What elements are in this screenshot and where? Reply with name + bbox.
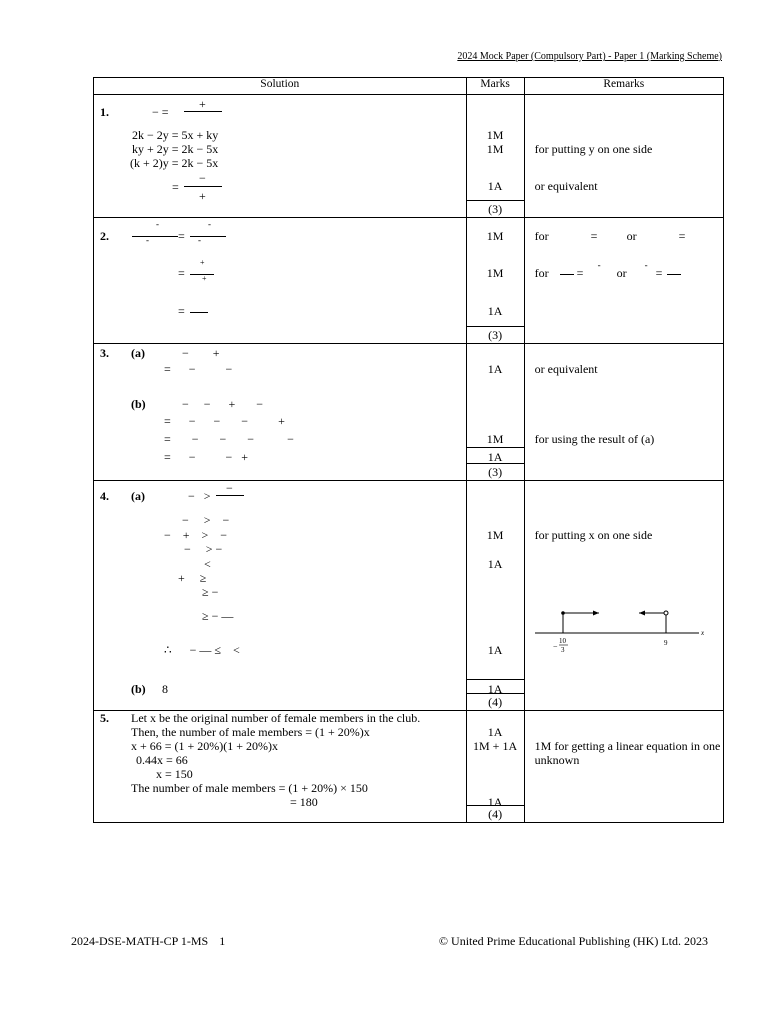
remark: 1M for getting a linear equation in one unknown bbox=[534, 739, 721, 767]
remark: or equivalent bbox=[534, 179, 598, 193]
footer-left: 2024-DSE-MATH-CP 1-MS bbox=[71, 934, 209, 948]
total-marks: (4) bbox=[467, 805, 524, 822]
question-number: 1. bbox=[100, 105, 109, 119]
remarks-cell bbox=[524, 711, 723, 823]
part-label: (a) bbox=[131, 489, 145, 503]
fraction-bar bbox=[184, 186, 222, 187]
question-row-2 bbox=[94, 218, 724, 344]
equation-line: = − − + bbox=[164, 450, 249, 464]
mark: 1M bbox=[486, 128, 504, 142]
solution-line: Then, the number of male members = (1 + 20%)x bbox=[131, 725, 370, 739]
fraction-bar bbox=[184, 111, 222, 112]
equals-sign: = bbox=[178, 266, 185, 280]
mark: 1A bbox=[487, 304, 503, 318]
remarks-cell bbox=[524, 344, 723, 481]
equation-line: ∴ − — ≤ < bbox=[164, 643, 240, 657]
solution-cell bbox=[94, 218, 467, 344]
question-number: 5. bbox=[100, 711, 109, 725]
tick-label-den: 3 bbox=[560, 646, 565, 654]
total-marks: (3) bbox=[467, 463, 524, 480]
fraction-bar bbox=[132, 236, 178, 237]
equation-line: ky + 2y = 2k − 5x bbox=[132, 142, 219, 156]
remarks-cell bbox=[524, 95, 723, 218]
equation-line: − > bbox=[188, 489, 211, 503]
arrow-left-head bbox=[639, 611, 645, 616]
fraction-numerator: − bbox=[199, 171, 206, 185]
total-marks: (3) bbox=[467, 326, 524, 343]
equation-line: = bbox=[172, 180, 179, 194]
mark-underline bbox=[467, 679, 524, 680]
fraction-bar bbox=[190, 236, 226, 237]
equals-sign: = bbox=[178, 229, 185, 243]
mark: 1M bbox=[486, 229, 504, 243]
mark: 1A bbox=[487, 682, 503, 696]
mark: 1M bbox=[486, 142, 504, 156]
equation-line: − + bbox=[182, 346, 220, 360]
equation-line: 2k − 2y = 5x + ky bbox=[132, 128, 219, 142]
mark: 1A bbox=[487, 557, 503, 571]
mark: 1A bbox=[487, 362, 503, 376]
footer-code bbox=[71, 934, 225, 949]
solution-cell bbox=[94, 344, 467, 481]
equation-line: − = bbox=[152, 105, 169, 119]
remark: for using the result of (a) bbox=[534, 432, 655, 446]
equation-line: + ≥ bbox=[178, 571, 207, 585]
solution-line: x + 66 = (1 + 20%)(1 + 20%)x bbox=[131, 739, 279, 753]
remark: or equivalent bbox=[534, 362, 598, 376]
mark: 1A bbox=[487, 643, 503, 657]
solution-line: x = 150 bbox=[156, 767, 193, 781]
mark: 1A bbox=[487, 725, 503, 739]
page-number: 1 bbox=[219, 934, 226, 948]
marking-scheme-table bbox=[93, 77, 724, 823]
question-row-4 bbox=[94, 481, 724, 711]
remark-equals: = bbox=[678, 229, 686, 243]
remark: for putting y on one side bbox=[534, 142, 653, 156]
solution-cell bbox=[94, 481, 467, 711]
fraction-numerator: − bbox=[226, 481, 233, 495]
mark: 1M bbox=[486, 432, 504, 446]
mark: 1A bbox=[487, 450, 503, 464]
remark-equals: = bbox=[576, 266, 584, 280]
fraction-fragment: - bbox=[208, 219, 211, 229]
question-number: 3. bbox=[100, 346, 109, 360]
open-dot bbox=[664, 611, 668, 615]
equation-line: ≥ − bbox=[202, 585, 219, 599]
equation-line: − + > − bbox=[164, 528, 228, 542]
remarks-column-header: Remarks bbox=[524, 78, 723, 95]
remark: for putting x on one side bbox=[534, 528, 653, 542]
marks-column-header: Marks bbox=[466, 78, 524, 95]
fraction-fragment: + bbox=[200, 258, 205, 267]
question-row-1 bbox=[94, 95, 724, 218]
marks-cell bbox=[466, 95, 524, 218]
fraction-bar bbox=[667, 274, 681, 275]
page-header: 2024 Mock Paper (Compulsory Part) - Paper 1 (Marking Scheme) bbox=[457, 51, 722, 62]
remark-equals: = bbox=[655, 266, 663, 280]
solution-line: The number of male members = (1 + 20%) × 150 bbox=[131, 781, 368, 795]
equation-line: = − − − + bbox=[164, 414, 285, 428]
solution-column-header: Solution bbox=[94, 78, 467, 95]
marks-cell bbox=[466, 711, 524, 823]
fraction-bar bbox=[216, 495, 244, 496]
question-number: 2. bbox=[100, 229, 109, 243]
mark: 1A bbox=[487, 795, 503, 809]
mark: 1M bbox=[486, 528, 504, 542]
equation-line: = − − − − bbox=[164, 432, 294, 446]
solution-line: Let x be the original number of female members in the club. bbox=[131, 711, 421, 725]
fraction-denominator: + bbox=[199, 189, 206, 203]
part-label: (b) bbox=[131, 397, 146, 411]
remarks-cell bbox=[524, 481, 723, 711]
equation-line: − > − bbox=[182, 513, 230, 527]
marks-cell bbox=[466, 481, 524, 711]
equation-line: (k + 2)y = 2k − 5x bbox=[130, 156, 219, 170]
mark: 1M bbox=[486, 266, 504, 280]
mark-underline bbox=[467, 447, 524, 448]
solution-line: = 180 bbox=[290, 795, 318, 809]
question-row-3 bbox=[94, 344, 724, 481]
total-marks: (4) bbox=[467, 693, 524, 710]
equation-line: − − + − bbox=[182, 397, 264, 411]
question-number: 4. bbox=[100, 489, 109, 503]
remark-or: or bbox=[616, 266, 627, 280]
part-label: (b) bbox=[131, 682, 146, 696]
question-row-5 bbox=[94, 711, 724, 823]
equation-line: ≥ − — bbox=[202, 609, 234, 623]
tick-label-minus: − bbox=[552, 642, 558, 651]
fraction-fragment: - bbox=[644, 260, 648, 270]
equation-line: < bbox=[204, 557, 211, 571]
equation-line: − > − bbox=[184, 542, 223, 556]
remark-or: or bbox=[626, 229, 637, 243]
equation-line: = − − bbox=[164, 362, 233, 376]
arrow-right-head bbox=[593, 611, 599, 616]
fraction-bar bbox=[190, 312, 208, 313]
remark-equals: = bbox=[590, 229, 598, 243]
fraction-fragment: - bbox=[156, 219, 159, 229]
answer: 8 bbox=[162, 682, 168, 696]
tick-label-num: 10 bbox=[558, 637, 566, 645]
part-label: (a) bbox=[131, 346, 145, 360]
table-header-row bbox=[94, 78, 724, 95]
total-marks: (3) bbox=[467, 200, 524, 217]
solution-cell bbox=[94, 711, 467, 823]
remark-for: for bbox=[534, 229, 549, 243]
footer-copyright: © United Prime Educational Publishing (HK) Ltd. 2023 bbox=[438, 934, 708, 948]
fraction-fragment: - bbox=[146, 235, 149, 245]
axis-label: x bbox=[700, 629, 704, 637]
remark-for: for bbox=[534, 266, 549, 280]
marks-cell bbox=[466, 344, 524, 481]
solution-cell bbox=[94, 95, 467, 218]
fraction-fragment: + bbox=[202, 274, 207, 283]
mark: 1A bbox=[487, 179, 503, 193]
marks-cell bbox=[466, 218, 524, 344]
fraction-fragment: - bbox=[198, 235, 201, 245]
remarks-cell bbox=[524, 218, 723, 344]
fraction-numerator: + bbox=[199, 97, 206, 111]
number-line-graph bbox=[535, 605, 715, 655]
equals-sign: = bbox=[178, 304, 185, 318]
solution-line: 0.44x = 66 bbox=[136, 753, 188, 767]
fraction-bar bbox=[560, 274, 574, 275]
tick-label-right: 9 bbox=[663, 639, 668, 647]
fraction-fragment: - bbox=[597, 260, 601, 270]
mark: 1M + 1A bbox=[473, 739, 518, 753]
